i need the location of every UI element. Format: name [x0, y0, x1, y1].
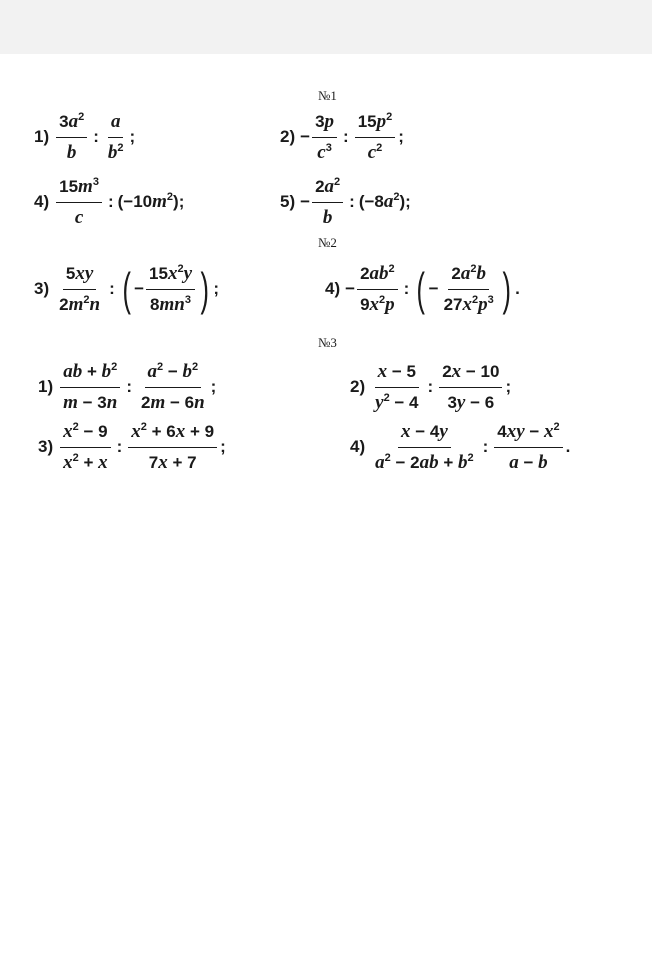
fraction: $\frac{2a^2}{b}$ — [312, 175, 343, 230]
fraction: $\frac{2ab^2}{9x^2p}$ — [357, 262, 398, 317]
divide-sign: : — [482, 437, 489, 457]
fraction: $\frac{2x - 10}{3y - 6}$ — [439, 360, 502, 415]
divide-sign: : — [427, 377, 434, 397]
divide-sign: : — [349, 192, 355, 212]
divide-sign: : — [403, 279, 410, 299]
fraction: $\frac{x^2 + 6x + 9}{7x + 7}$ — [128, 420, 217, 475]
problem-1-4: 4) $\frac{15m^3}{c}$ : $(-10m^2)$; — [34, 176, 185, 228]
problem-1-2 — [280, 110, 404, 165]
divide-sign: : — [126, 377, 132, 397]
semicolon: ; — [398, 127, 404, 147]
problem-number: 3) — [34, 279, 50, 299]
problem-number: 2) — [280, 127, 296, 147]
problem-number: 1) — [34, 127, 50, 147]
fraction: $\frac{a^2 - b^2}{2m - 6n}$ — [141, 361, 205, 413]
problem-number: 4) — [325, 279, 341, 299]
problem-number: 4) — [350, 437, 366, 457]
semicolon: ; — [210, 377, 217, 397]
semicolon: ; — [213, 279, 219, 299]
minus-sign: − — [428, 279, 439, 299]
section-label-1: №1 — [318, 88, 337, 103]
problem-number: 1) — [38, 377, 54, 397]
problem-3-3 — [38, 420, 226, 475]
period: . — [565, 437, 571, 457]
minus-sign: − — [300, 192, 311, 212]
semicolon: ; — [129, 127, 136, 147]
divide-sign: : — [116, 437, 123, 457]
fraction: $\frac{15p^2}{c^2}$ — [355, 110, 396, 165]
fraction: $\frac{2a^2b}{27x^2p^3}$ — [443, 263, 494, 315]
fraction: $\frac{15x^2y}{8mn^3}$ — [146, 262, 195, 317]
problem-1-1 — [34, 110, 135, 165]
problem-2-3: 3) $\frac{5xy}{2m^2n}$ : ( − $\frac{15x^2y}{8mn^3}$ ) ; — [34, 263, 219, 316]
fraction: $\frac{5xy}{2m^2n}$ — [59, 263, 101, 315]
section-label-3: №3 — [318, 335, 337, 350]
fraction: $\frac{15m^3}{c}$ — [56, 175, 102, 230]
fraction: $\frac{x - 4y}{a^2 - 2ab + b^2}$ — [375, 421, 474, 473]
fraction: $\frac{ab + b^2}{m - 3n}$ — [60, 360, 120, 415]
problem-1-5: 5) − $\frac{2a^2}{b}$ : $(-8a^2)$; — [280, 176, 411, 228]
section-label-2: №2 — [318, 235, 337, 250]
divide-sign: : — [109, 279, 115, 299]
problem-3-2 — [350, 360, 511, 415]
fraction: $\frac{3a^2}{b}$ — [56, 110, 87, 165]
problem-number: 3) — [38, 437, 54, 457]
minus-sign: − — [345, 279, 356, 299]
fraction: $\frac{3p}{c^3}$ — [312, 110, 337, 165]
semicolon: ; — [505, 377, 512, 397]
period: . — [515, 279, 520, 299]
fraction: $\frac{a}{b^2}$ — [107, 111, 124, 163]
minus-sign: − — [300, 127, 311, 147]
fraction: $\frac{4xy - x^2}{a - b}$ — [494, 420, 562, 475]
divide-sign: : — [343, 127, 349, 147]
top-bar — [0, 0, 652, 54]
problem-number: 4) — [34, 192, 50, 212]
divide-sign: : — [93, 127, 99, 147]
minus-sign: − — [134, 279, 145, 299]
problem-2-4: 4) − $\frac{2ab^2}{9x^2p}$ : ( − $\frac{2a^2b}{27x^2p^3}$ ) . — [325, 263, 520, 316]
problem-3-4 — [350, 420, 570, 475]
problem-number: 5) — [280, 192, 296, 212]
problem-number: 2) — [350, 377, 366, 397]
fraction: $\frac{x^2 - 9}{x^2 + x}$ — [60, 420, 111, 475]
divide-sign: : — [107, 192, 114, 212]
semicolon: ; — [220, 437, 226, 457]
fraction: $\frac{x - 5}{y^2 - 4}$ — [375, 361, 419, 413]
problem-3-1 — [38, 360, 216, 415]
